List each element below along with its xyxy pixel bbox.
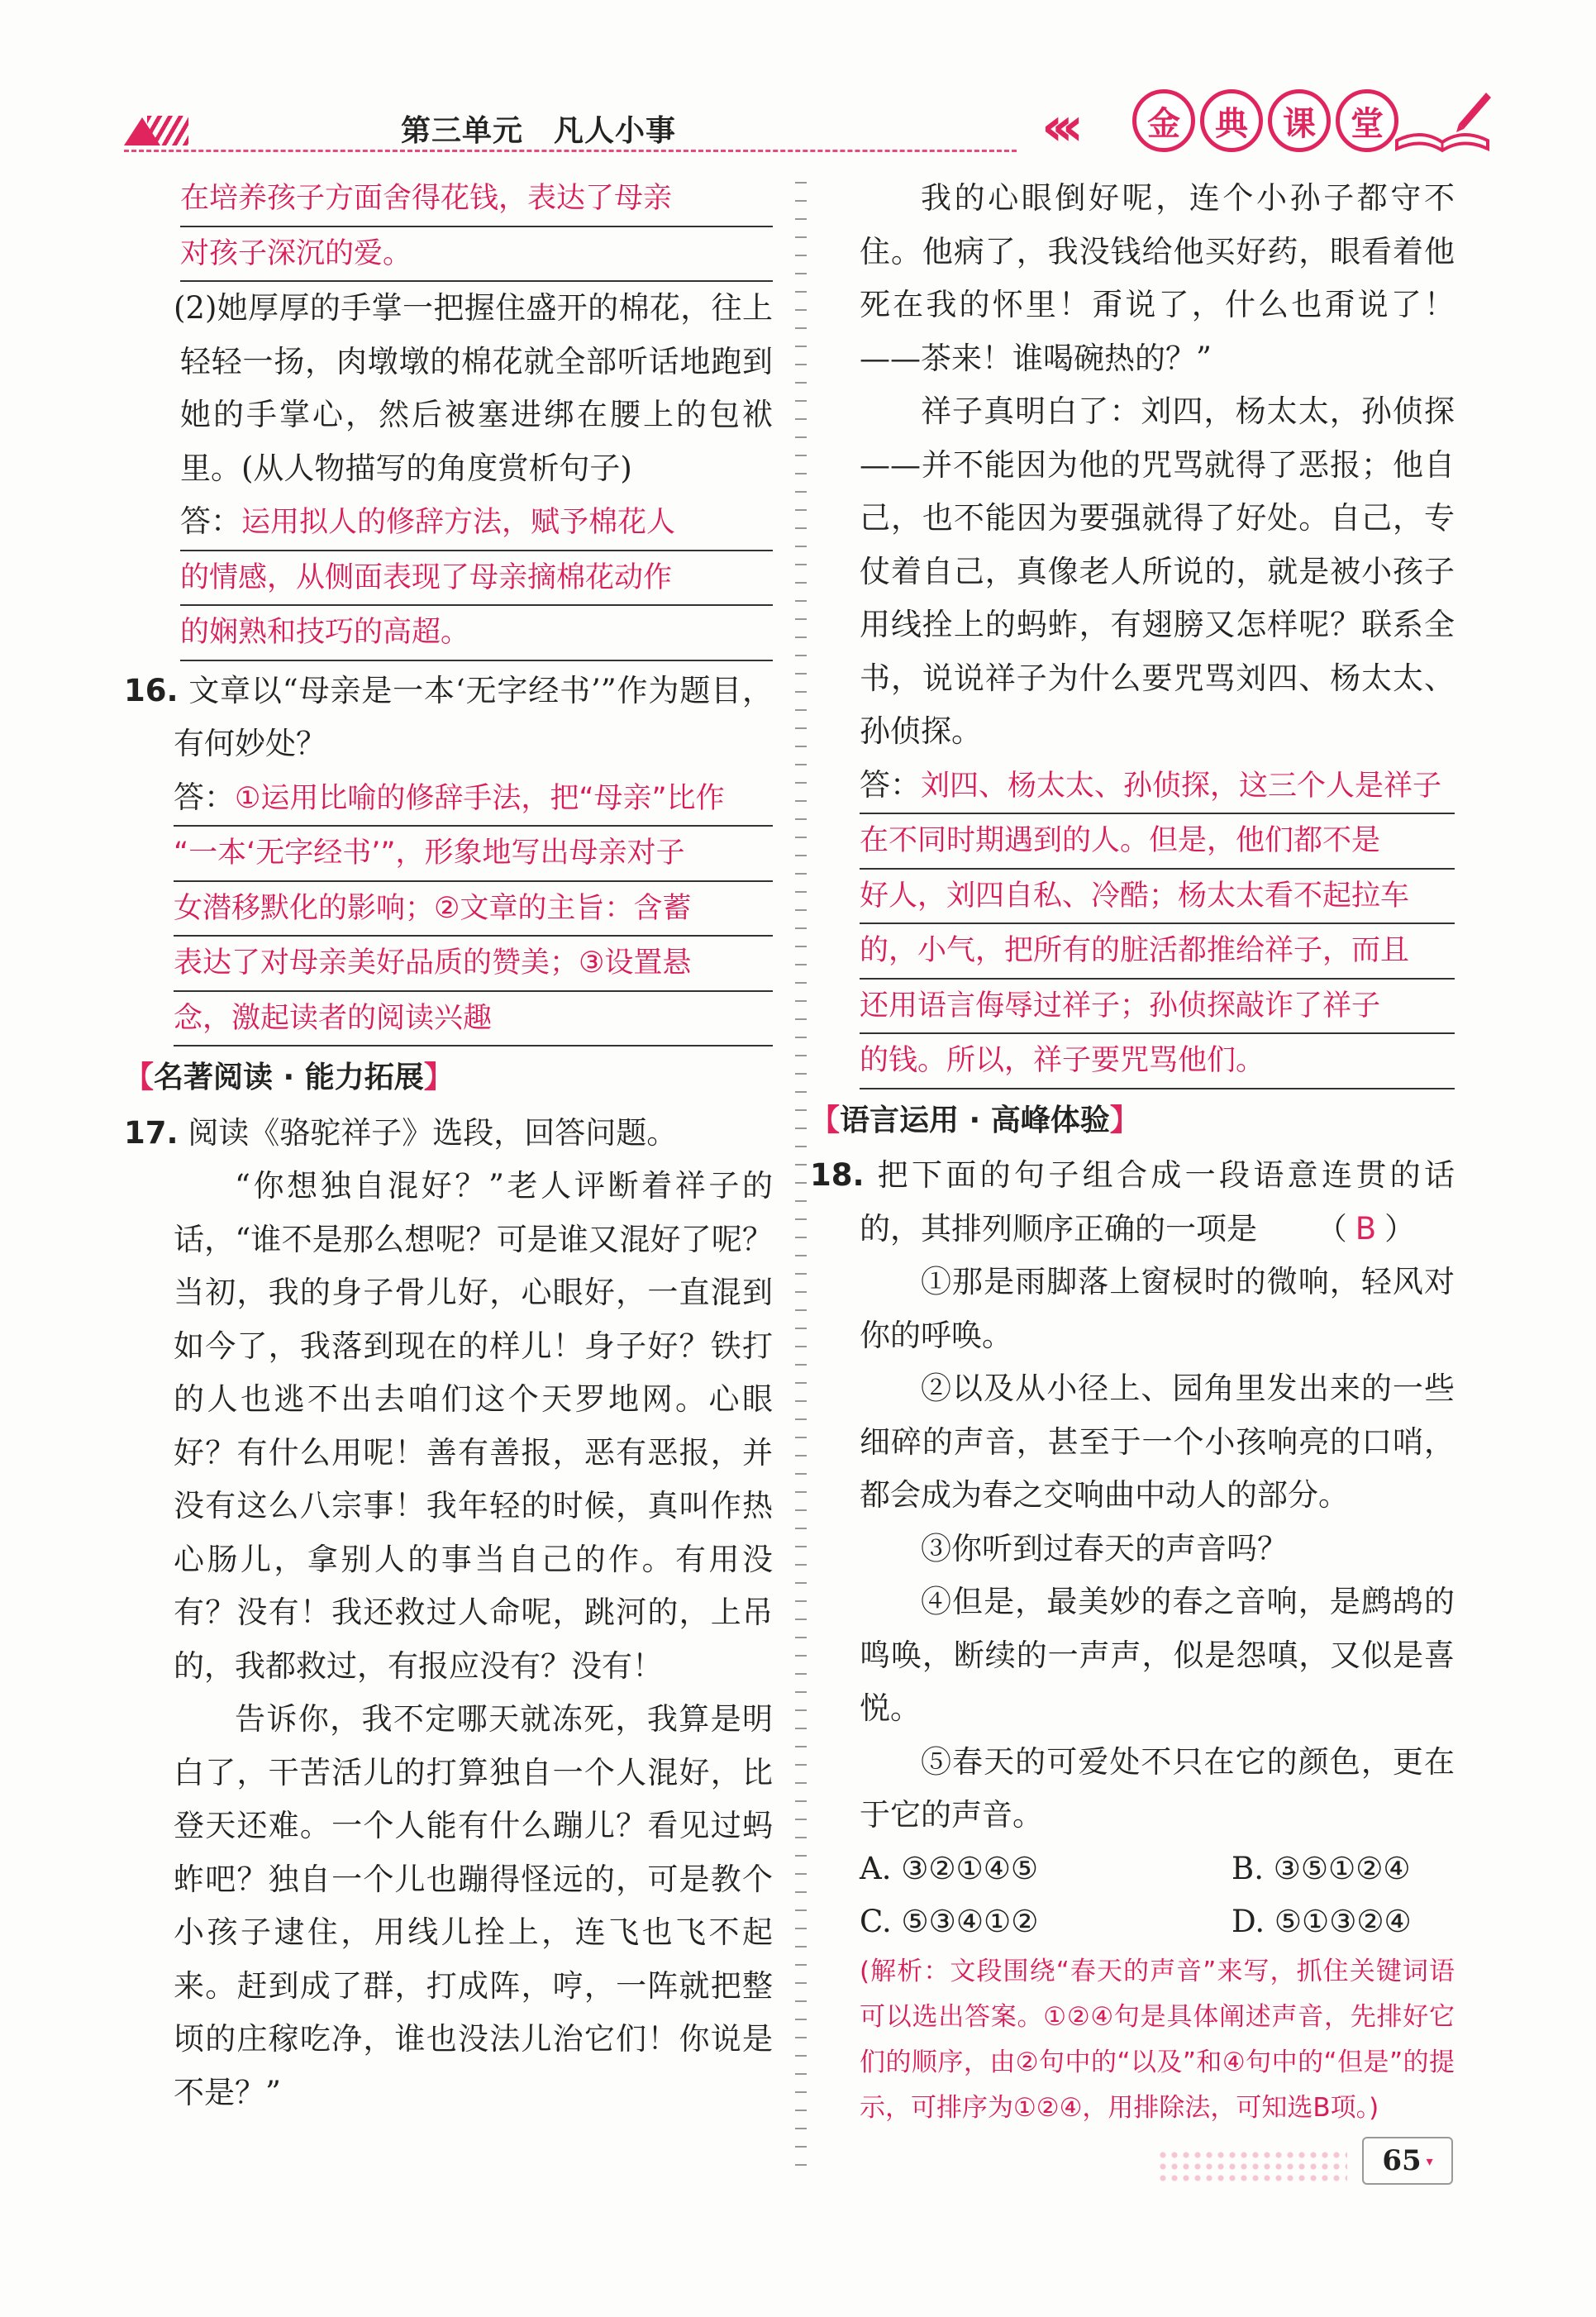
q17-passage (124, 1160, 773, 2119)
bracket: 】 (423, 1061, 454, 1094)
answer-line: 女潜移默化的影响；②文章的主旨：含蓄 (174, 882, 773, 937)
answer-line: 的情感，从侧面表现了母亲摘棉花动作 (180, 551, 773, 607)
sentence-1: ①那是雨脚落上窗棂时的微响，轻风对你的呼唤。 (860, 1264, 1455, 1353)
brand-char-2: 典 (1200, 89, 1263, 152)
brand-char-1: 金 (1132, 89, 1195, 152)
answer-blank (1317, 1211, 1415, 1247)
arrow-down-icon: ▾ (1426, 2153, 1433, 2169)
answer-line: ①运用比喻的修辞手法，把“母亲”比作 (235, 781, 725, 815)
option-d[interactable]: D. ⑤①③②④ (1232, 1904, 1412, 1939)
brand-char-3: 课 (1268, 89, 1331, 152)
analysis-note: (解析：文段围绕“春天的声音”来写，抓住关键词语可以选出答案。①②④句是具体阐述声音，先排好它们的顺序，由②句中的“以及”和④句中的“但是”的提示，可排序为①②④，用排除法，可知选B项。) (860, 1956, 1455, 2123)
answer-line: 刘四、杨太太、孙侦探，这三个人是祥子 (921, 769, 1442, 803)
brand-char-4: 堂 (1336, 89, 1398, 152)
paren: （ (1316, 1210, 1347, 1247)
answer-options (860, 1843, 1455, 1949)
passage-paragraph: “你想独自混好？”老人评断着祥子的话，“谁不是那么想呢？可是谁又混好了呢？当初，我的身子骨儿好，心眼好，一直混到如今了，我落到现在的样儿！身子好？铁打的人也逃不出去咱们这个天罗地网。心眼好？有什么用呢！善有善报，恶有恶报，并没有这么八宗事！我年轻的时候，真叫作热心肠儿，拿别人的事当自己的作。有用没有？没有！我还救过人命呢，跳河的，上吊的，我都救过，有报应没有？没有！ (174, 1168, 773, 1684)
section-title: 语言运用 · 高峰体验 (840, 1103, 1110, 1137)
header-divider (124, 150, 1017, 152)
answer-line: 的，小气，把所有的脏活都推给祥子，而且 (860, 924, 1455, 980)
bracket: 【 (124, 1061, 155, 1094)
answer-line: 表达了对母亲美好品质的赞美；③设置悬 (174, 937, 773, 992)
chevron-left-icon: ‹‹‹ (1041, 97, 1073, 158)
passage-paragraph: 祥子真明白了：刘四，杨太太，孙侦探——并不能因为他的咒骂就得了恶报；他自己，也不能因为要强就得了好处。自己，专仗着自己，真像老人所说的，就是被小孩子用线拴上的蚂蚱，有翅膀又怎样呢？联系全书，说说祥子为什么要咒骂刘四、杨太太、孙侦探。 (860, 393, 1455, 749)
q15-answer-1 (124, 172, 773, 282)
sentence-4: ④但是，最美妙的春之音响，是鹧鸪的鸣唤，断续的一声声，似是怨嗔，又似是喜悦。 (860, 1584, 1455, 1726)
left-column (124, 172, 773, 2119)
book-pen-icon (1389, 83, 1496, 157)
column-divider (795, 174, 807, 2166)
stripes-decoration (147, 116, 188, 145)
paren: ） (1384, 1210, 1416, 1247)
section-heading (810, 1094, 1455, 1148)
question-17 (124, 1107, 773, 1161)
page-header (0, 0, 1596, 165)
option-c[interactable]: C. ⑤③④①② (860, 1904, 1039, 1939)
brand-badges (1132, 89, 1398, 152)
question-18 (810, 1149, 1455, 1256)
page-number-box (1362, 2137, 1453, 2185)
answer-line: “一本‘无字经书’”，形象地写出母亲对子 (174, 827, 773, 882)
right-column (810, 172, 1455, 2131)
bracket: 【 (810, 1103, 841, 1137)
question-number: 17. (124, 1114, 179, 1151)
answer-prefix: 答： (174, 779, 235, 815)
q15-answer-2 (124, 495, 773, 661)
question-text: 把下面的句子组合成一段语意连贯的话的，其排列顺序正确的一项是 (860, 1157, 1455, 1247)
question-text: 阅读《骆驼祥子》选段，回答问题。 (188, 1114, 678, 1151)
option-b[interactable]: B. ③⑤①②④ (1232, 1850, 1411, 1886)
chosen-answer: B (1355, 1210, 1377, 1247)
section-heading (124, 1051, 773, 1105)
answer-line: 的钱。所以，祥子要咒骂他们。 (860, 1034, 1455, 1089)
sentence-5: ⑤春天的可爱处不只在它的颜色，更在于它的声音。 (860, 1743, 1455, 1833)
q16-answer (124, 771, 773, 1047)
answer-prefix: 答： (860, 766, 921, 803)
answer-line: 还用语言侮辱过祥子；孙侦探敲诈了祥子 (860, 980, 1455, 1035)
answer-line: 的娴熟和技巧的高超。 (180, 606, 773, 661)
answer-line: 念，激起读者的阅读兴趣 (174, 992, 773, 1047)
answer-line: 好人，刘四自私、冷酷；杨太太看不起拉车 (860, 870, 1455, 925)
answer-line: 在培养孩子方面舍得花钱，表达了母亲 (180, 172, 773, 227)
question-number: 18. (810, 1157, 865, 1193)
passage-paragraph: 我的心眼倒好呢，连个小孙子都守不住。他病了，我没钱给他买好药，眼看着他死在我的怀里！甭说了，什么也甭说了！——茶来！谁喝碗热的？” (860, 180, 1455, 376)
question-number: 16. (124, 672, 179, 708)
passage-paragraph: 告诉你，我不定哪天就冻死，我算是明白了，干苦活儿的打算独自一个人混好，比登天还难。一个人能有什么蹦儿？看见过蚂蚱吧？独自一个儿也蹦得怪远的，可是教个小孩子逮住，用线儿拴上，连飞也飞不起来。赶到成了群，打成阵，哼，一阵就把整顷的庄稼吃净，谁也没法儿治它们！你说是不是？” (174, 1701, 773, 2110)
unit-title: 第三单元 凡人小事 (401, 114, 677, 148)
q15-sub2: (2)她厚厚的手掌一把握住盛开的棉花，往上轻轻一扬，肉墩墩的棉花就全部听话地跑到她的手掌心，然后被塞进绑在腰上的包袱里。(从人物描写的角度赏析句子) (174, 290, 773, 486)
answer-line: 在不同时期遇到的人。但是，他们都不是 (860, 814, 1455, 870)
answer-prefix: 答： (180, 503, 241, 539)
page-number: 65 (1382, 2144, 1422, 2177)
sentence-3: ③你听到过春天的声音吗？ (921, 1530, 1288, 1566)
bracket: 】 (1109, 1103, 1140, 1137)
sentence-2: ②以及从小径上、园角里发出来的一些细碎的声音，甚至于一个小孩响亮的口哨，都会成为春之交响曲中动人的部分。 (860, 1371, 1455, 1513)
q17-answer (860, 759, 1455, 1089)
dots-decoration (1157, 2149, 1347, 2182)
answer-line: 运用拟人的修辞方法，赋予棉花人 (241, 506, 676, 539)
question-text: 文章以“母亲是一本‘无字经书’”作为题目，有何妙处？ (174, 672, 774, 761)
answer-line: 对孩子深沉的爱。 (180, 227, 773, 283)
option-a[interactable]: A. ③②①④⑤ (860, 1850, 1039, 1886)
section-title: 名著阅读 · 能力拓展 (154, 1061, 424, 1094)
question-16 (124, 665, 773, 771)
